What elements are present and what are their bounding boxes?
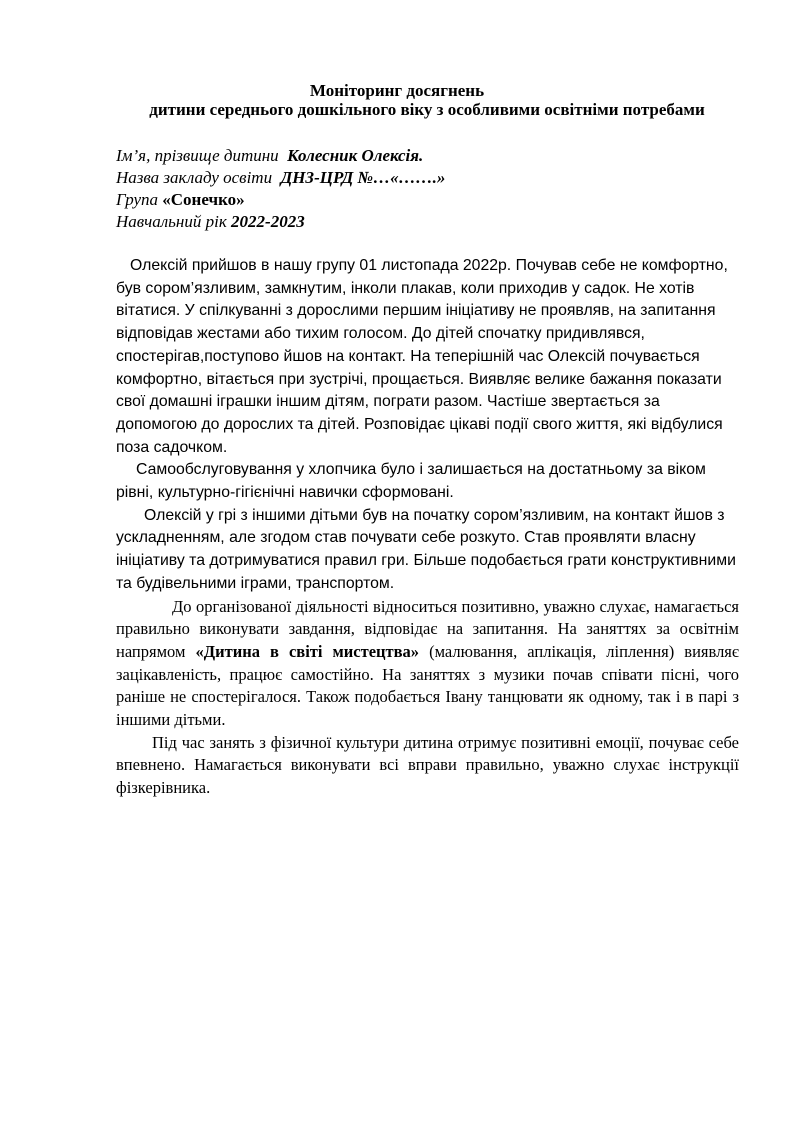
paragraph-activities: [116, 596, 739, 732]
document-title: Моніторинг досягнень: [309, 81, 485, 100]
child-name-value: Колесник Олексія.: [287, 146, 424, 165]
child-name-row: [116, 145, 423, 167]
school-name-row: [116, 167, 445, 189]
paragraph-adaptation: Олексій прийшов в нашу групу 01 листопада 2022р. Почував себе не комфортно, був сором’язливим, замкнутим, інколи плакав, коли приходив у садок. Не хотів вітатися. У спілкуванні з дорослими першим ініціативу не проявляв, на запитання відповідав жестами або тихим голосом. До дітей спочатку придивлявся, спостерігав,поступово йшов на контакт. На теперішній час Олексій почувається комфортно, вітається при зустрічі, прощається. Виявляє велике бажання показати свої домашні іграшки іншим дітям, пограти разом. Частіше звертається за допомогою до дорослих та дітей. Розповідає цікаві події свого життя, які відбулися поза садочком.: [116, 257, 728, 456]
document-body: [116, 255, 739, 800]
group-value: «Сонечко»: [162, 190, 245, 209]
group-row: [116, 189, 245, 211]
document-subtitle: дитини середнього дошкільного віку з особливими освітніми потребами: [149, 100, 705, 119]
paragraph-activities-text-2: (малювання, аплікація, ліплення) виявляє зацікавленість, працює самостійно. На заняттях з музики почав співати пісні, чого раніше не спостерігалося. Також подобається Івану танцювати як одному, так і в парі з іншими дітьми.: [116, 641, 739, 730]
child-name-label: Ім’я, прізвище дитини: [116, 146, 279, 165]
paragraph-activities-text-1: До організованої діяльності відноситься позитивно, уважно слухає, намагається правильно виконувати завдання, відповідає на запитання. На заняттях за освітнім напрямом: [116, 596, 739, 661]
school-year-row: [116, 211, 305, 233]
school-name-value: ДНЗ-ЦРД №…«…….»: [280, 168, 446, 187]
educational-direction: «Дитина в світі мистецтва»: [195, 641, 420, 661]
group-label: Група: [116, 190, 159, 209]
paragraph-self-care: Самообслуговування у хлопчика було і залишається на достатньому за віком рівні, культурно-гігієнічні навички сформовані.: [116, 461, 706, 502]
school-year-value: 2022-2023: [231, 212, 305, 231]
school-name-label: Назва закладу освіти: [116, 168, 273, 187]
school-year-label: Навчальний рік: [116, 212, 227, 231]
paragraph-play: Олексій у грі з іншими дітьми був на початку сором’язливим, на контакт йшов з ускладненням, але згодом став почувати себе розкуто. Став проявляти власну ініціативу та дотримуватися правил гри. Більше подобається грати конструктивними та будівельними іграми, транспортом.: [116, 506, 736, 592]
paragraph-physical-education: Під час занять з фізичної культури дитина отримує позитивні емоції, почуває себе впевнено. Намагається виконувати всі вправи правильно, уважно слухає інструкції фізкерівника.: [116, 732, 739, 798]
